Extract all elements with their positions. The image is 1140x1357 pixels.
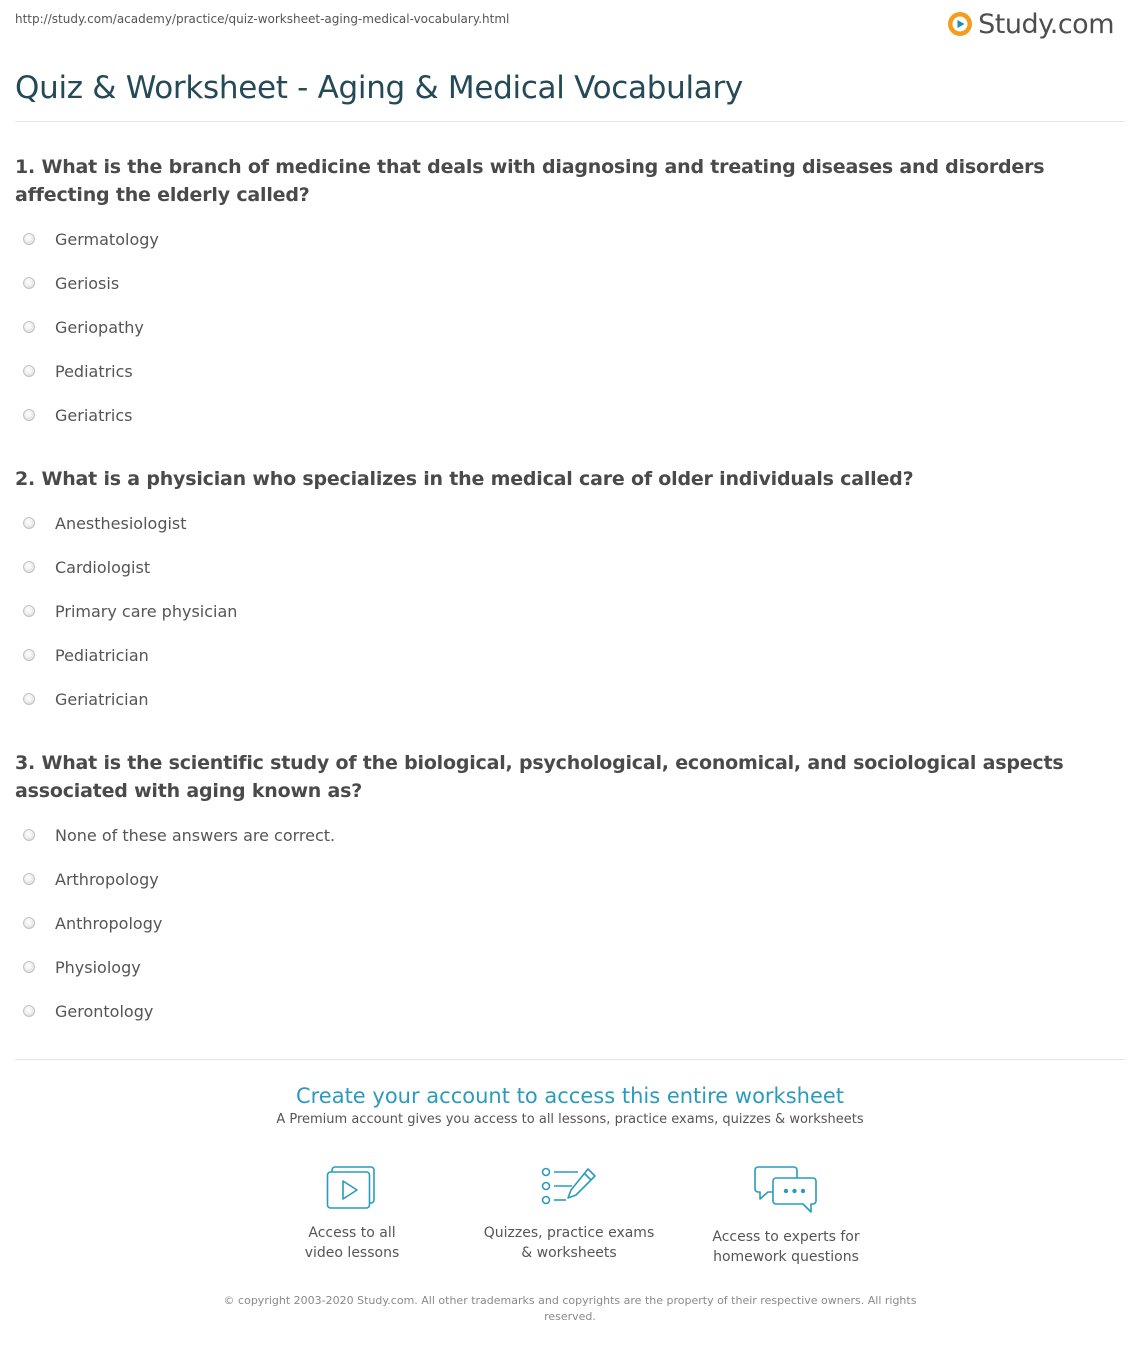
answer-label: Germatology: [55, 229, 159, 249]
question-text: 1. What is the branch of medicine that deals with diagnosing and treating diseases and disorders affecting the elderly called?: [15, 156, 1045, 206]
radio-button[interactable]: [23, 561, 35, 573]
signup-cta: [0, 1083, 1140, 1127]
feature-text-line: Access to all: [308, 1225, 396, 1241]
feature-experts: [686, 1165, 886, 1267]
radio-button[interactable]: [23, 277, 35, 289]
feature-video-lessons: [252, 1165, 452, 1263]
answer-label: Pediatrician: [55, 645, 149, 665]
radio-button[interactable]: [23, 365, 35, 377]
answer-option[interactable]: [15, 945, 1120, 989]
radio-button[interactable]: [23, 321, 35, 333]
question-1: [15, 153, 1120, 437]
answer-label: Gerontology: [55, 1001, 154, 1021]
feature-text-line: homework questions: [713, 1249, 859, 1265]
answer-label: Physiology: [55, 957, 141, 977]
question-2: [15, 465, 1120, 721]
answer-option[interactable]: [15, 545, 1120, 589]
chat-bubbles-icon: [686, 1165, 886, 1215]
answer-option[interactable]: [15, 217, 1120, 261]
radio-button[interactable]: [23, 1005, 35, 1017]
answer-label: None of these answers are correct.: [55, 825, 336, 845]
copyright-line: © copyright 2003-2020 Study.com. All other trademarks and copyrights are the property of their respective owners. All rights: [223, 1294, 917, 1307]
answer-options: [15, 217, 1120, 437]
cta-subtitle: A Premium account gives you access to all lessons, practice exams, quizzes & worksheets: [276, 1112, 864, 1127]
content-divider: [15, 1059, 1125, 1060]
answer-option[interactable]: [15, 393, 1120, 437]
answer-option[interactable]: [15, 261, 1120, 305]
answer-label: Cardiologist: [55, 557, 151, 577]
radio-button[interactable]: [23, 873, 35, 885]
copyright-footer: [215, 1293, 925, 1325]
answer-option[interactable]: [15, 633, 1120, 677]
header-divider: [15, 121, 1125, 122]
answer-option[interactable]: [15, 501, 1120, 545]
answer-label: Geriatrics: [55, 405, 133, 425]
radio-button[interactable]: [23, 409, 35, 421]
page-url: http://study.com/academy/practice/quiz-worksheet-aging-medical-vocabulary.html: [15, 12, 510, 26]
answer-option[interactable]: [15, 813, 1120, 857]
answer-option[interactable]: [15, 901, 1120, 945]
question-text: 2. What is a physician who specializes in the medical care of older individuals called?: [15, 468, 914, 490]
question-text: 3. What is the scientific study of the biological, psychological, economical, and sociological aspects associated with aging known as?: [15, 752, 1064, 802]
answer-option[interactable]: [15, 857, 1120, 901]
answer-options: [15, 813, 1120, 1033]
study-logo[interactable]: [947, 8, 1114, 40]
answer-label: Pediatrics: [55, 361, 133, 381]
answer-label: Geriosis: [55, 273, 120, 293]
answer-label: Anesthesiologist: [55, 513, 187, 533]
radio-button[interactable]: [23, 693, 35, 705]
answer-option[interactable]: [15, 989, 1120, 1033]
cta-title-link[interactable]: Create your account to access this entire worksheet: [295, 1084, 845, 1108]
answer-options: [15, 501, 1120, 721]
feature-text-line: Access to experts for: [712, 1229, 860, 1245]
play-circle-icon: [947, 11, 973, 37]
feature-text-line: & worksheets: [521, 1245, 617, 1261]
answer-label: Geriopathy: [55, 317, 144, 337]
page-title: Quiz & Worksheet - Aging & Medical Vocabulary: [15, 70, 743, 106]
feature-quizzes: [469, 1165, 669, 1263]
answer-label: Arthropology: [55, 869, 159, 889]
copyright-line: reserved.: [544, 1310, 596, 1323]
answer-option[interactable]: [15, 589, 1120, 633]
answer-option[interactable]: [15, 677, 1120, 721]
answer-label: Anthropology: [55, 913, 163, 933]
radio-button[interactable]: [23, 961, 35, 973]
answer-option[interactable]: [15, 305, 1120, 349]
radio-button[interactable]: [23, 517, 35, 529]
answer-label: Geriatrician: [55, 689, 149, 709]
video-lessons-icon: [252, 1165, 452, 1211]
answer-option[interactable]: [15, 349, 1120, 393]
radio-button[interactable]: [23, 233, 35, 245]
logo-text: Study.com: [978, 8, 1114, 40]
quiz-checklist-icon: [469, 1165, 669, 1211]
radio-button[interactable]: [23, 605, 35, 617]
feature-text-line: video lessons: [304, 1245, 400, 1261]
radio-button[interactable]: [23, 649, 35, 661]
radio-button[interactable]: [23, 829, 35, 841]
radio-button[interactable]: [23, 917, 35, 929]
question-3: [15, 749, 1120, 1033]
answer-label: Primary care physician: [55, 601, 238, 621]
feature-text-line: Quizzes, practice exams: [483, 1225, 655, 1241]
